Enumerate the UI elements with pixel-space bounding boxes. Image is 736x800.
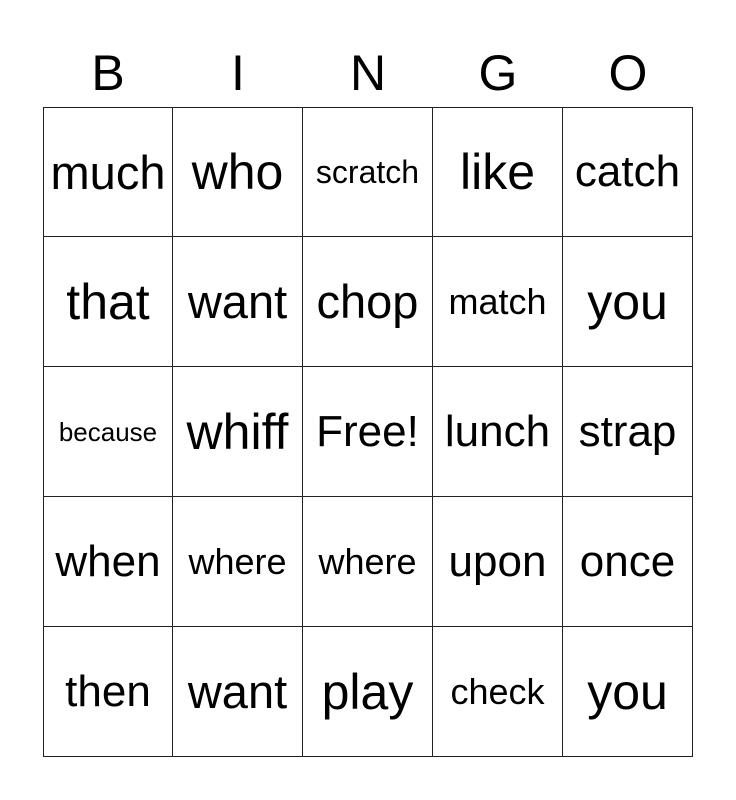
bingo-cell[interactable]: check <box>433 627 563 757</box>
bingo-cell[interactable]: where <box>173 497 303 627</box>
header-letter-i: I <box>231 45 245 101</box>
bingo-cell[interactable]: you <box>563 627 693 757</box>
bingo-cell[interactable]: much <box>43 107 173 237</box>
bingo-cell[interactable]: lunch <box>433 367 563 497</box>
bingo-cell[interactable]: scratch <box>303 107 433 237</box>
header-letter-n: N <box>349 45 387 101</box>
bingo-cell[interactable]: where <box>303 497 433 627</box>
free-space-cell[interactable]: Free! <box>303 367 433 497</box>
bingo-cell[interactable]: play <box>303 627 433 757</box>
bingo-cell[interactable]: you <box>563 237 693 367</box>
bingo-cell[interactable]: once <box>563 497 693 627</box>
bingo-board <box>43 107 693 757</box>
bingo-cell[interactable]: match <box>433 237 563 367</box>
bingo-cell[interactable]: then <box>43 627 173 757</box>
bingo-cell[interactable]: strap <box>563 367 693 497</box>
header-letter-o: O <box>608 45 648 101</box>
bingo-cell[interactable]: like <box>433 107 563 237</box>
bingo-cell[interactable]: when <box>43 497 173 627</box>
bingo-cell[interactable]: that <box>43 237 173 367</box>
bingo-cell[interactable]: chop <box>303 237 433 367</box>
header-letter-b: B <box>91 45 125 101</box>
bingo-header <box>43 40 693 106</box>
bingo-cell[interactable]: whiff <box>173 367 303 497</box>
bingo-cell[interactable]: catch <box>563 107 693 237</box>
bingo-cell[interactable]: because <box>43 367 173 497</box>
bingo-cell[interactable]: want <box>173 627 303 757</box>
bingo-cell[interactable]: want <box>173 237 303 367</box>
bingo-cell[interactable]: upon <box>433 497 563 627</box>
bingo-cell[interactable]: who <box>173 107 303 237</box>
header-letter-g: G <box>478 45 518 101</box>
